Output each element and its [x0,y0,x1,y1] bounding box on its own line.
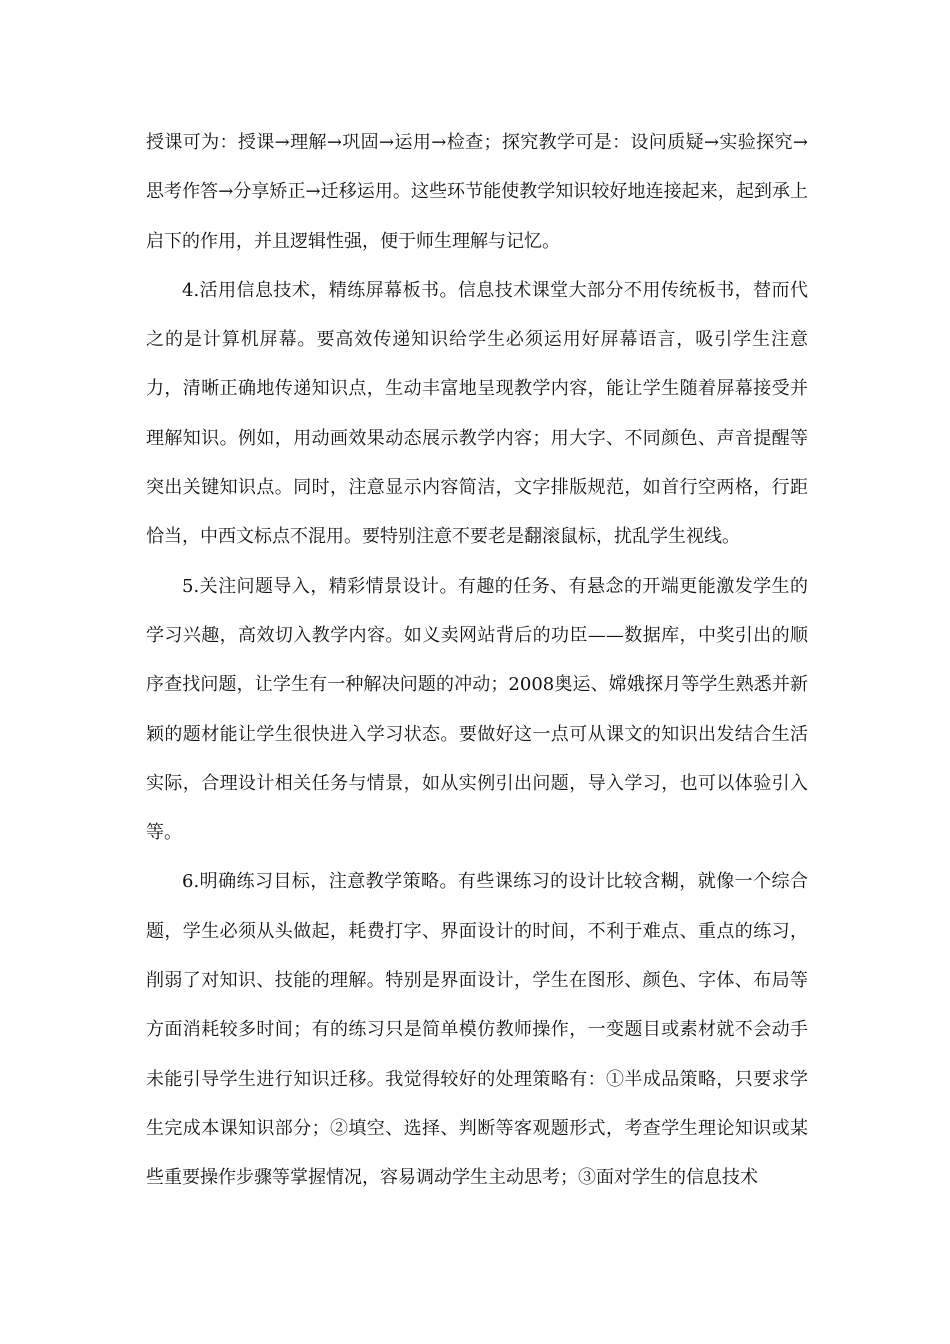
paragraph-1: 授课可为：授课→理解→巩固→运用→检查；探究教学可是：设问质疑→实验探究→思考作答→分享矫正→迁移运用。这些环节能使教学知识较好地连接起来，起到承上启下的作用，并且逻辑性强，便于师生理解与记忆。 [146,132,808,252]
paragraph-4: 6.明确练习目标，注意教学策略。有些课练习的设计比较含糊，就像一个综合题，学生必须从头做起，耗费打字、界面设计的时间，不利于难点、重点的练习，削弱了对知识、技能的理解。特别是界面设计，学生在图形、颜色、字体、布局等方面消耗较多时间；有的练习只是简单模仿教师操作，一变题目或素材就不会动手未能引导学生进行知识迁移。我觉得较好的处理策略有：①半成品策略，只要求学生完成本课知识部分；②填空、选择、判断等客观题形式，考查学生理论知识或某些重要操作步骤等掌握情况，容易调动学生主动思考；③面对学生的信息技术 [146,871,808,1189]
paragraph-2: 4.活用信息技术，精练屏幕板书。信息技术课堂大部分不用传统板书，替而代之的是计算机屏幕。要高效传递知识给学生必须运用好屏幕语言，吸引学生注意力，清晰正确地传递知识点，生动丰富地呈现教学内容，能让学生随着屏幕接受并理解知识。例如，用动画效果动态展示教学内容；用大字、不同颜色、声音提醒等突出关键知识点。同时，注意显示内容简洁，文字排版规范，如首行空两格，行距恰当，中西文标点不混用。要特别注意不要老是翻滚鼠标，扰乱学生视线。 [146,279,808,548]
paragraph-3: 5.关注问题导入，精彩情景设计。有趣的任务、有悬念的开端更能激发学生的学习兴趣，高效切入教学内容。如义卖网站背后的功臣——数据库，中奖引出的顺序查找问题，让学生有一种解决问题的冲动；2008奥运、嫦娥探月等学生熟悉并新颖的题材能让学生很快进入学习状态。要做好这一点可从课文的知识出发结合生活实际，合理设计相关任务与情景，如从实例引出问题，导入学习，也可以体验引入等。 [146,575,808,844]
document-body [146,118,808,1203]
